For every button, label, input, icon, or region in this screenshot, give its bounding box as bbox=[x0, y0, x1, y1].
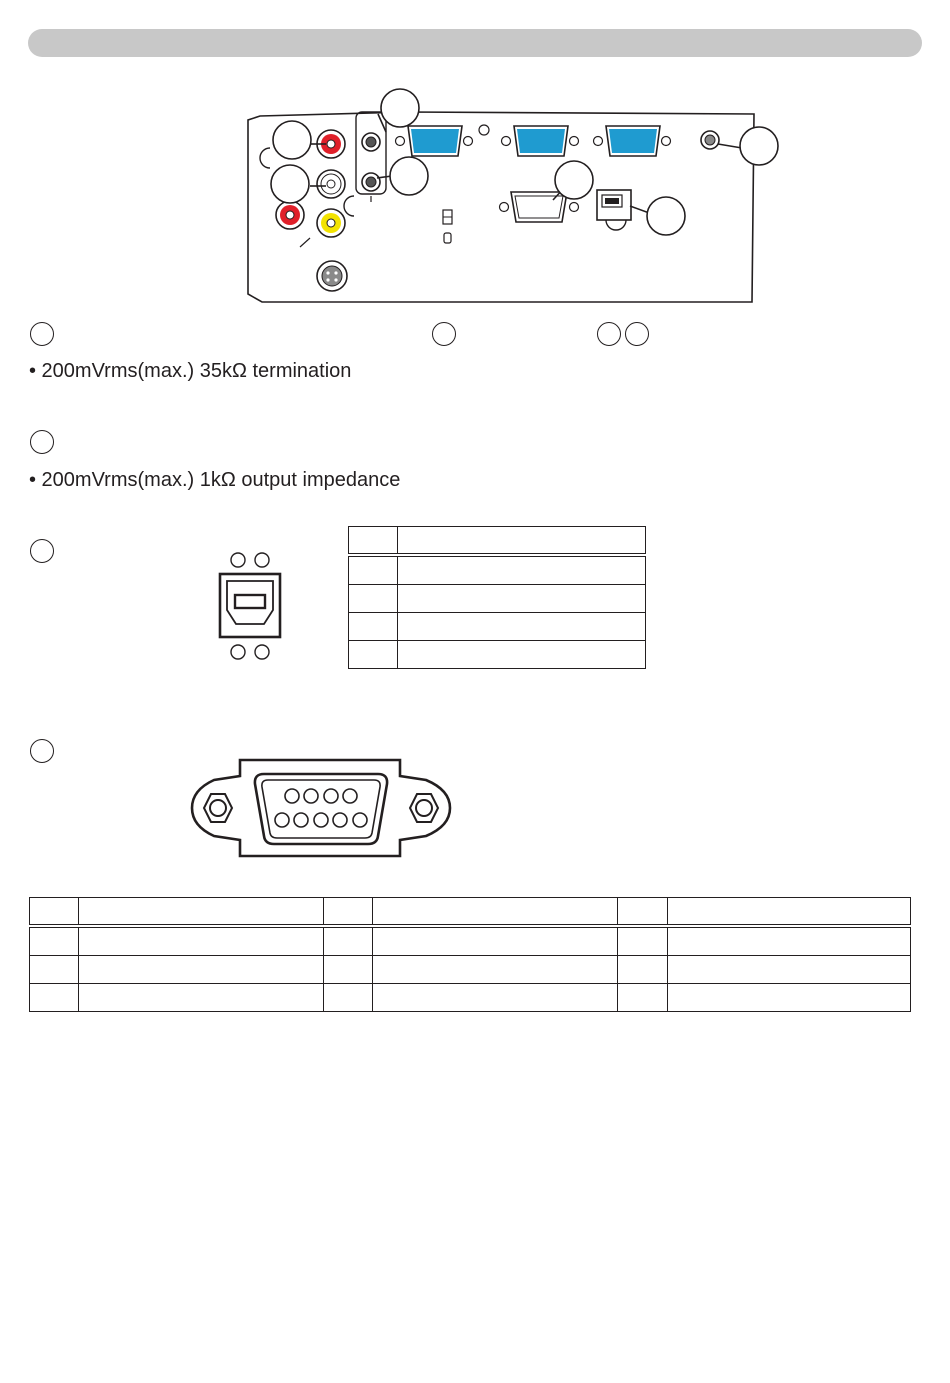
usb-pin-label-circle bbox=[255, 553, 269, 567]
s-video-port-icon bbox=[317, 261, 347, 291]
dsub-face-inner bbox=[262, 780, 380, 838]
rca-jack-icon-red-bottom bbox=[276, 201, 304, 229]
indicator-icon bbox=[479, 125, 489, 135]
usb-b-figure bbox=[212, 548, 292, 664]
audio-in-spec: • 200mVrms(max.) 35kΩ termination bbox=[29, 360, 352, 382]
rca-jack-icon-white bbox=[317, 170, 345, 198]
table-row bbox=[349, 613, 646, 641]
header-bar bbox=[28, 29, 922, 57]
table-header-row bbox=[30, 898, 911, 927]
table-row bbox=[349, 585, 646, 613]
table-row bbox=[349, 555, 646, 585]
section-1-marker bbox=[30, 322, 54, 346]
stereo-mini-jack-icon-bottom bbox=[362, 173, 380, 191]
signal-header bbox=[398, 527, 646, 556]
usb-pin-table bbox=[348, 526, 646, 669]
rca-jack-icon-yellow bbox=[317, 209, 345, 237]
stereo-mini-jack-icon-top bbox=[362, 133, 380, 151]
usb-b-svg bbox=[212, 548, 292, 664]
dc-jack-icon bbox=[701, 131, 719, 149]
connector-panel-svg bbox=[240, 82, 780, 310]
pin-header bbox=[349, 527, 398, 556]
table-row bbox=[30, 956, 911, 984]
dsub-9-svg bbox=[188, 756, 454, 862]
section-4-marker bbox=[30, 739, 54, 763]
table-row bbox=[30, 984, 911, 1012]
rs232-pin-table bbox=[29, 897, 911, 1012]
section-2-marker bbox=[30, 430, 54, 454]
table-row bbox=[30, 926, 911, 956]
usb-pin-label-circle bbox=[255, 645, 269, 659]
section-1-marker-c bbox=[597, 322, 621, 346]
usb-pin-label-circle bbox=[231, 553, 245, 567]
audio-out-spec: • 200mVrms(max.) 1kΩ output impedance bbox=[29, 469, 401, 491]
section-1-marker-b bbox=[432, 322, 456, 346]
screw-right bbox=[410, 794, 438, 822]
section-1-marker-d bbox=[625, 322, 649, 346]
section-3-marker bbox=[30, 539, 54, 563]
screw-left bbox=[204, 794, 232, 822]
connector-panel-figure bbox=[240, 82, 780, 310]
dsub-9-figure bbox=[188, 756, 454, 862]
table-header-row bbox=[349, 527, 646, 556]
usb-pin-label-circle bbox=[231, 645, 245, 659]
lock-icon bbox=[444, 233, 451, 243]
table-row bbox=[349, 641, 646, 669]
